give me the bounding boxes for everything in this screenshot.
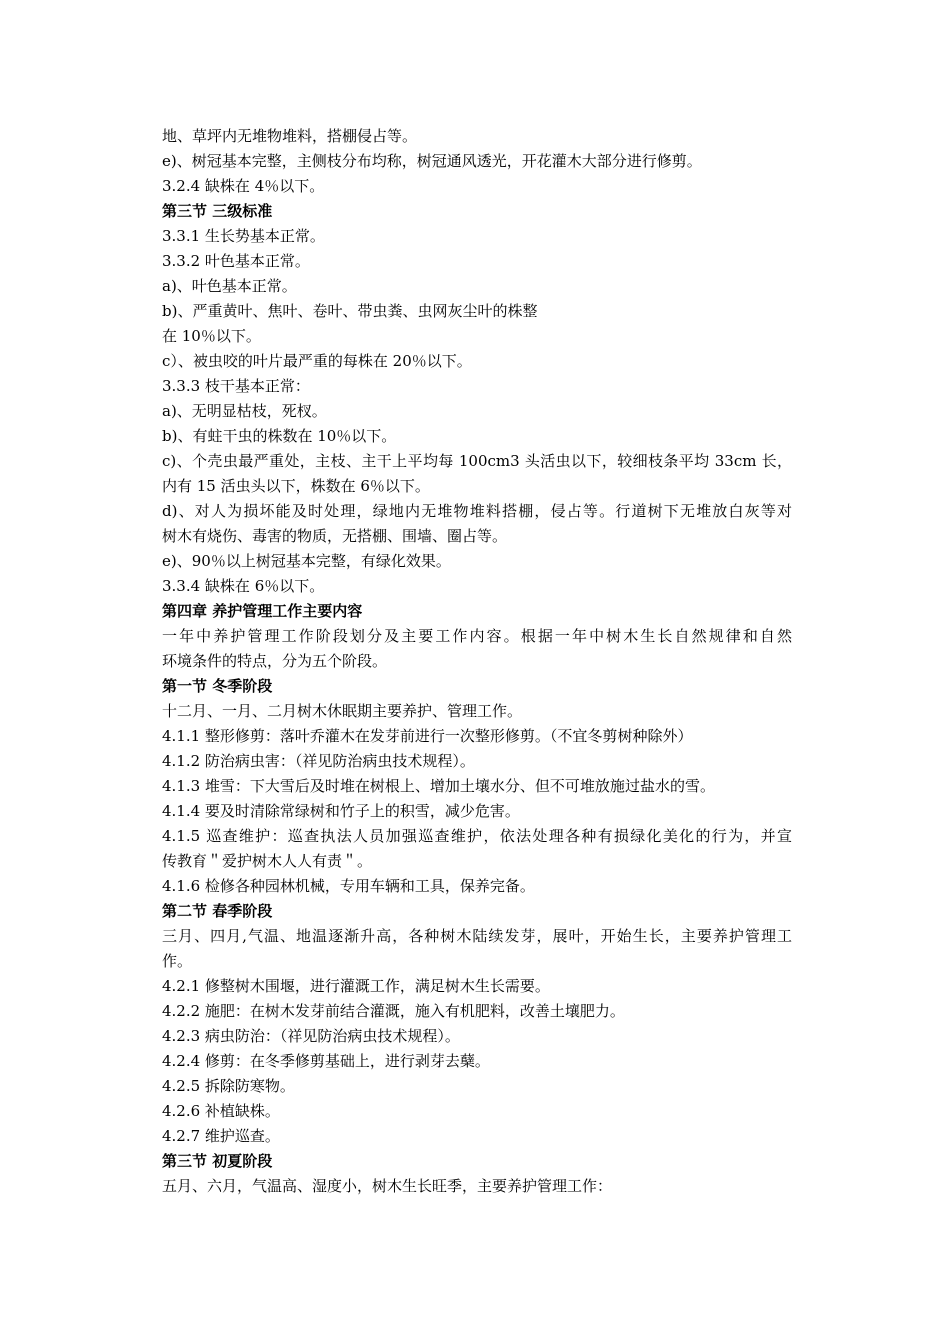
text-line: 4.2.7 维护巡查。 [162, 1127, 280, 1145]
text-line: c）、被虫咬的叶片最严重的每株在 20％以下。 [162, 352, 472, 370]
text-line: 树木有烧伤、毒害的物质，无搭棚、围墙、圈占等。 [162, 527, 508, 545]
text-line: 4.1.5 巡查维护：巡查执法人员加强巡查维护，依法处理各种有损绿化美化的行为，并宣 [162, 827, 792, 845]
section-heading: 第三节 三级标准 [162, 202, 273, 220]
text-line: 一年中养护管理工作阶段划分及主要工作内容。根据一年中树木生长自然规律和自然 [162, 627, 792, 645]
text-line: 4.2.2 施肥：在树木发芽前结合灌溉，施入有机肥料，改善土壤肥力。 [162, 1002, 625, 1020]
text-line: 4.2.5 拆除防寒物。 [162, 1077, 295, 1095]
text-line: 3.3.1 生长势基本正常。 [162, 227, 325, 245]
text-line: a)、叶色基本正常。 [162, 277, 297, 295]
text-line: 4.2.4 修剪：在冬季修剪基础上，进行剥芽去蘖。 [162, 1052, 490, 1070]
text-line: 4.1.1 整形修剪：落叶乔灌木在发芽前进行一次整形修剪。（不宜冬剪树种除外） [162, 727, 693, 745]
section-heading: 第三节 初夏阶段 [162, 1152, 273, 1170]
text-line: a)、无明显枯枝，死杈。 [162, 402, 327, 420]
text-line: b)、有蛀干虫的株数在 10％以下。 [162, 427, 397, 445]
text-line: e)、树冠基本完整，主侧枝分布均称，树冠通风透光，开花灌木大部分进行修剪。 [162, 152, 702, 170]
text-line: 4.1.6 检修各种园林机械，专用车辆和工具，保养完备。 [162, 877, 535, 895]
text-line: 十二月、一月、二月树木休眠期主要养护、管理工作。 [162, 702, 523, 720]
text-line: 地、草坪内无堆物堆料，搭棚侵占等。 [162, 127, 418, 145]
section-heading: 第四章 养护管理工作主要内容 [162, 602, 363, 620]
section-heading: 第一节 冬季阶段 [162, 677, 273, 695]
text-line: 4.2.1 修整树木围堰，进行灌溉工作，满足树木生长需要。 [162, 977, 550, 995]
document-page [162, 124, 792, 1199]
text-line: 3.2.4 缺株在 4％以下。 [162, 177, 325, 195]
text-line: 3.3.2 叶色基本正常。 [162, 252, 310, 270]
text-line: e)、90％以上树冠基本完整，有绿化效果。 [162, 552, 451, 570]
text-line: 内有 15 活虫头以下，株数在 6％以下。 [162, 477, 430, 495]
text-line: 3.3.3 枝干基本正常： [162, 377, 310, 395]
text-line: 4.2.6 补植缺株。 [162, 1102, 280, 1120]
text-line: 4.2.3 病虫防治：（祥见防治病虫技术规程）。 [162, 1027, 460, 1045]
text-line: 4.1.3 堆雪：下大雪后及时堆在树根上、增加土壤水分、但不可堆放施过盐水的雪。 [162, 777, 715, 795]
text-line: 在 10％以下。 [162, 327, 261, 345]
text-line: 4.1.2 防治病虫害：（祥见防治病虫技术规程）。 [162, 752, 475, 770]
text-line: 五月、六月，气温高、湿度小，树木生长旺季，主要养护管理工作： [162, 1177, 613, 1195]
text-line: 三月、四月,气温、地温逐渐升高，各种树木陆续发芽，展叶，开始生长，主要养护管理工 [162, 927, 792, 945]
text-line: 4.1.4 要及时清除常绿树和竹子上的积雪，减少危害。 [162, 802, 520, 820]
text-line: 3.3.4 缺株在 6％以下。 [162, 577, 325, 595]
text-line: d)、对人为损坏能及时处理，绿地内无堆物堆料搭棚，侵占等。行道树下无堆放白灰等对 [162, 502, 792, 520]
text-line: c)、个壳虫最严重处，主枝、主干上平均每 100cm3 头活虫以下，较细枝条平均 33cm 长， [162, 452, 792, 470]
text-line: 环境条件的特点，分为五个阶段。 [162, 652, 388, 670]
section-heading: 第二节 春季阶段 [162, 902, 273, 920]
text-line: 作。 [162, 952, 193, 970]
text-line: b)、严重黄叶、焦叶、卷叶、带虫粪、虫网灰尘叶的株整 [162, 302, 538, 320]
text-line: 传教育＂爱护树木人人有责＂。 [162, 852, 373, 870]
